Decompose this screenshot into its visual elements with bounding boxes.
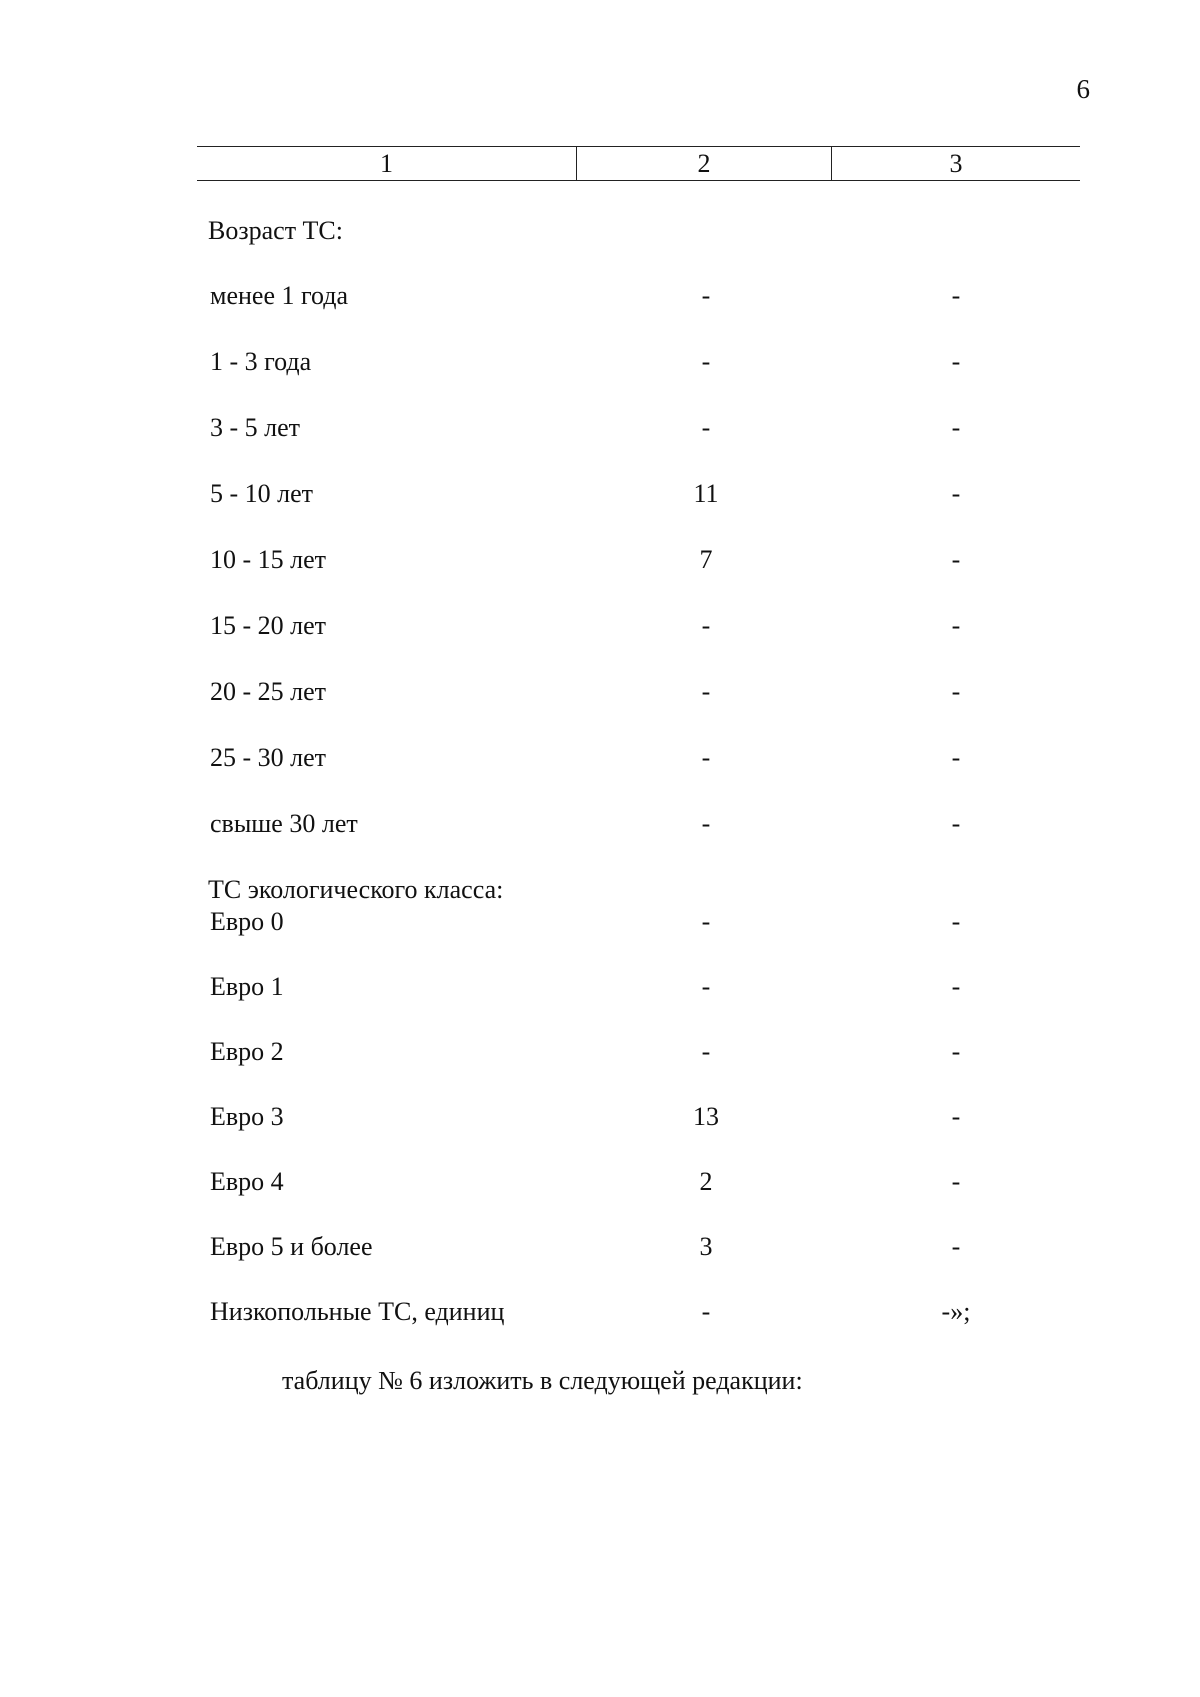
row-value-col-2: - <box>701 743 711 772</box>
row-value-col-3: - <box>951 611 961 640</box>
table-row <box>0 1035 1200 1069</box>
row-value-col-2: 3 <box>699 1232 713 1261</box>
row-value-col-2: - <box>701 413 711 442</box>
row-value-col-2: - <box>701 347 711 376</box>
row-value-col-3: - <box>951 809 961 838</box>
row-value-col-2: - <box>701 972 711 1001</box>
row-value-col-3: - <box>951 347 961 376</box>
row-value-col-2: 2 <box>699 1167 713 1196</box>
row-label: Евро 4 <box>210 1167 284 1196</box>
row-value-col-2: - <box>701 1037 711 1066</box>
table-row <box>0 279 1200 313</box>
row-value-col-3: - <box>951 677 961 706</box>
row-value-col-2: 11 <box>693 479 719 508</box>
page-number: 6 <box>1076 74 1090 104</box>
row-value-col-2: - <box>701 611 711 640</box>
row-label: свыше 30 лет <box>210 809 358 838</box>
row-value-col-3: - <box>951 1167 961 1196</box>
row-label: Евро 5 и более <box>210 1232 373 1261</box>
table-row <box>0 905 1200 939</box>
row-value-col-3: - <box>951 545 961 574</box>
row-value-col-3: - <box>951 479 961 508</box>
row-value-col-3: - <box>951 743 961 772</box>
row-value-col-3: - <box>951 972 961 1001</box>
table-row <box>0 970 1200 1004</box>
row-value-col-3: - <box>951 1232 961 1261</box>
row-value-col-2: - <box>701 1297 711 1326</box>
table-header-col-1: 1 <box>197 147 577 180</box>
row-label: 1 - 3 года <box>210 347 312 376</box>
row-label: 20 - 25 лет <box>210 677 327 706</box>
row-label: Евро 3 <box>210 1102 284 1131</box>
row-value-col-2: - <box>701 809 711 838</box>
table-row <box>0 741 1200 775</box>
table-row <box>0 1165 1200 1199</box>
row-label: Евро 0 <box>210 907 284 936</box>
table-row-low-floor <box>0 1295 1200 1329</box>
table-header-row <box>197 146 1080 181</box>
row-value-col-3: - <box>951 907 961 936</box>
table-row <box>0 807 1200 841</box>
row-value-col-2: - <box>701 677 711 706</box>
row-value-col-3: -»; <box>941 1297 971 1326</box>
row-value-col-2: 13 <box>693 1102 719 1131</box>
table-row <box>0 411 1200 445</box>
table-header-col-2: 2 <box>577 147 832 180</box>
row-label: менее 1 года <box>210 281 349 310</box>
table-row <box>0 675 1200 709</box>
row-label: 15 - 20 лет <box>210 611 327 640</box>
table-row <box>0 477 1200 511</box>
section-label-eco-class: ТС экологического класса: <box>208 875 504 904</box>
table-row <box>0 543 1200 577</box>
table-row <box>0 609 1200 643</box>
row-label: Евро 2 <box>210 1037 284 1066</box>
section-label-vehicle-age: Возраст ТС: <box>208 216 344 245</box>
row-label: Низкопольные ТС, единиц <box>210 1297 505 1326</box>
row-value-col-3: - <box>951 1037 961 1066</box>
row-value-col-2: 7 <box>699 545 713 574</box>
table-row <box>0 345 1200 379</box>
row-label: 25 - 30 лет <box>210 743 327 772</box>
row-value-col-2: - <box>701 281 711 310</box>
table-row <box>0 1100 1200 1134</box>
row-value-col-2: - <box>701 907 711 936</box>
table-row <box>0 1230 1200 1264</box>
row-value-col-3: - <box>951 413 961 442</box>
row-label: 10 - 15 лет <box>210 545 327 574</box>
instruction-paragraph: таблицу № 6 изложить в следующей редакции: <box>282 1366 803 1395</box>
table-header-col-3: 3 <box>949 149 963 178</box>
row-label: 3 - 5 лет <box>210 413 301 442</box>
row-label: Евро 1 <box>210 972 284 1001</box>
row-label: 5 - 10 лет <box>210 479 314 508</box>
row-value-col-3: - <box>951 1102 961 1131</box>
row-value-col-3: - <box>951 281 961 310</box>
